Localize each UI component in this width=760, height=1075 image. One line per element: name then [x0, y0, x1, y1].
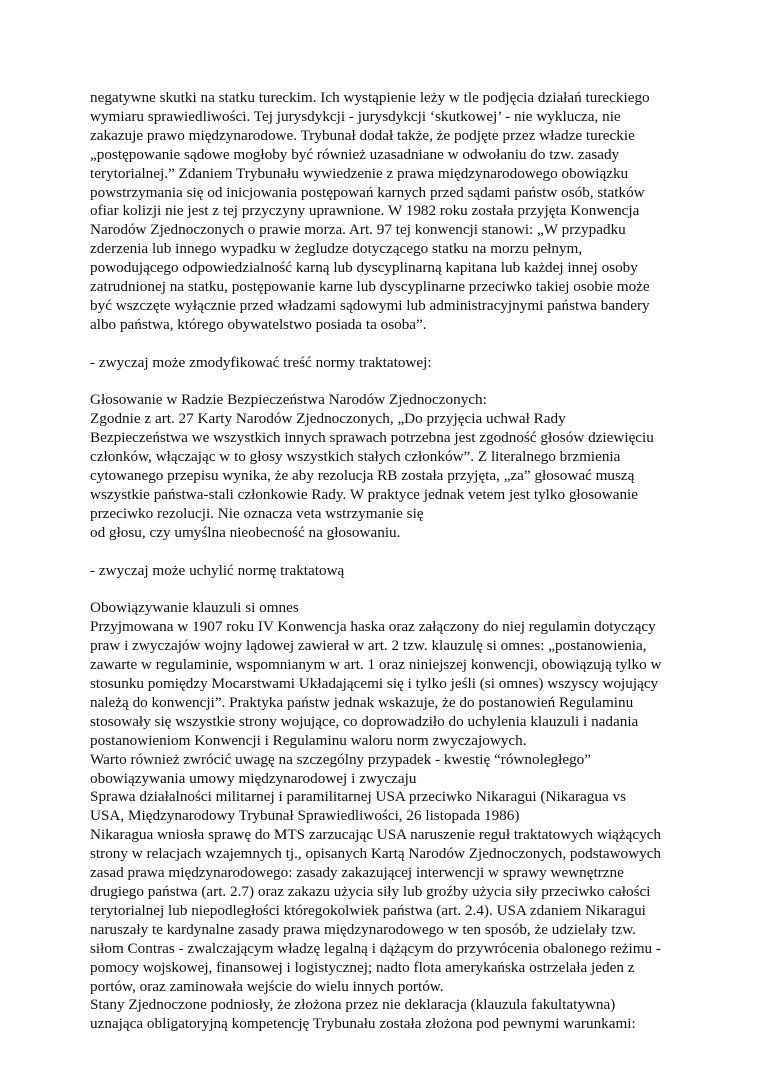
text-line: obowiązywania umowy międzynarodowej i zwyczaju [90, 769, 417, 787]
text-line: zakazuje prawo międzynarodowe. Trybunał dodał także, że podjęte przez władze tureckie [90, 126, 635, 144]
text-line: wszystkie państwa-stali członkowie Rady. W praktyce jednak vetem jest tylko głosowanie [90, 486, 639, 503]
text-line: pomocy wojskowej, finansowej i logistycznej; nadto flota amerykańska ostrzelała jeden z [90, 958, 635, 976]
heading-repeal-treaty [90, 562, 690, 581]
text-line: praw i zwyczajów wojny lądowej zawierał w art. 2 tzw. klauzulę si omnes: „postanowienia, [90, 637, 647, 655]
blank-line [90, 335, 690, 354]
text-line: drugiego państwa (art. 2.7) oraz zakazu użycia siły lub groźby użycia siły przeciwko całości [90, 883, 651, 900]
text-line: wymiaru sprawiedliwości. Tej jurysdykcji - jurysdykcji ‘skutkowej’ - nie wyklucza, nie [90, 107, 621, 125]
text-line: Głosowanie w Radzie Bezpieczeństwa Narodów Zjednoczonych: [90, 391, 487, 409]
text-line: członków, włączając w to głosy wszystkich stałych członków”. Z literalnego brzmienia [90, 448, 621, 466]
paragraph-security-council [90, 391, 690, 542]
text-line: być wszczęte wyłącznie przed władzami sądowymi lub administracyjnymi państwa bandery [90, 296, 650, 314]
text-line: należą do konwencji”. Praktyka państw jednak wskazuje, że do postanowień Regulaminu [90, 693, 634, 711]
text-line: Nikaragua wniosła sprawę do MTS zarzucając USA naruszenie reguł traktatowych wiążących [90, 826, 661, 844]
text-line: ofiar kolizji nie jest z tej przyczyny uprawnione. W 1982 roku została przyjęta Konwencja [90, 202, 640, 220]
text-line: „postępowanie sądowe mogłoby być również uzasadniane w odwołaniu do tzw. zasady [90, 145, 620, 163]
blank-line [90, 581, 690, 600]
text-line: Warto również zwrócić uwagę na szczególny przypadek - kwestię “równoległego” [90, 750, 592, 768]
text-line: stosunku pomiędzy Mocarstwami Układającemi się i tylko jeśli (si omnes) wszyscy wojujący [90, 675, 659, 693]
text-line: cytowanego przepisu wynika, że aby rezolucja RB została przyjęta, „za” głosować muszą [90, 467, 635, 485]
document-page [90, 89, 690, 1034]
text-line: strony w relacjach wzajemnych tj., opisanych Kartą Narodów Zjednoczonych, podstawowych [90, 845, 662, 863]
blank-line [90, 543, 690, 562]
text-line: zasad prawa międzynarodowego: zasady zakazującej interwencji w sprawy wewnętrzne [90, 864, 624, 882]
text-line: USA, Międzynarodowy Trybunał Sprawiedliwości, 26 listopada 1986) [90, 807, 520, 825]
text-line: Stany Zjednoczone podniosły, że złożona przez nie deklaracja (klauzula fakultatywna) [90, 996, 616, 1014]
text-line: przeciwko rezolucji. Nie oznacza veta wstrzymanie się [90, 504, 424, 522]
heading-modify-treaty [90, 354, 690, 373]
text-line: uznająca obligatoryjną kompetencję Trybunału została złożona pod pewnymi warunkami: [90, 1015, 636, 1033]
text-line: Sprawa działalności militarnej i paramilitarnej USA przeciwko Nikaragui (Nikaragua vs [90, 788, 627, 806]
text-line: postanowieniom Konwencji i Regulaminu waloru norm zwyczajowych. [90, 731, 527, 749]
text-line: portów, oraz zaminowała wejście do wielu innych portów. [90, 977, 444, 995]
text-line: Zgodnie z art. 27 Karty Narodów Zjednoczonych, „Do przyjęcia uchwał Rady [90, 410, 566, 428]
text-line: terytorialnej lub niepodległości któregokolwiek państwa (art. 2.4). USA zdaniem Nikaragui [90, 901, 646, 919]
text-line: albo państwa, którego obywatelstwo posiada ta osoba”. [90, 315, 427, 333]
text-line: Bezpieczeństwa we wszystkich innych sprawach potrzebna jest zgodność głosów dziewięciu [90, 429, 654, 447]
text-line: siłom Contras - zwalczającym władzę legalną i dążącym do przywrócenia obalonego reżimu - [90, 939, 661, 957]
text-line: powstrzymania się od inicjowania postępowań karnych przed sądami państw osób, statków [90, 183, 645, 201]
text-line: naruszały te kardynalne zasady prawa międzynarodowego w ten sposób, że udzielały tzw. [90, 920, 636, 938]
text-line: Narodów Zjednoczonych o prawie morza. Art. 97 tej konwencji stanowi: „W przypadku [90, 221, 626, 239]
text-line: od głosu, czy umyślna nieobecność na głosowaniu. [90, 523, 401, 541]
text-line: negatywne skutki na statku tureckim. Ich wystąpienie leży w tle podjęcia działań tureckiego [90, 89, 650, 106]
paragraph-si-omnes [90, 599, 690, 1034]
text-line: Przyjmowana w 1907 roku IV Konwencja haska oraz załączony do niej regulamin dotyczący [90, 618, 656, 636]
text-line: zderzenia lub innego wypadku w żegludze dotyczącego statku na morzu pełnym, [90, 240, 583, 258]
text-line: terytorialnej.” Zdaniem Trybunału wywiedzenie z prawa międzynarodowego obowiązku [90, 164, 629, 182]
text-line: - zwyczaj może zmodyfikować treść normy traktatowej: [90, 353, 432, 371]
text-line: zawarte w regulaminie, wspomnianym w art. 1 oraz niniejszej konwencji, obowiązują tylko w [90, 656, 662, 674]
text-line: powodującego odpowiedzialność karną lub dyscyplinarną kapitana lub każdej innej osoby [90, 259, 638, 277]
text-line: stosowały się wszystkie strony wojujące, co doprowadziło do uchylenia klauzuli i nadania [90, 712, 639, 730]
paragraph-jurisdiction [90, 89, 690, 335]
text-line: zatrudnionej na statku, postępowanie karne lub dyscyplinarne przeciwko takiej osobie może [90, 278, 650, 296]
text-line: Obowiązywanie klauzuli si omnes [90, 599, 299, 617]
text-line: - zwyczaj może uchylić normę traktatową [90, 561, 345, 579]
blank-line [90, 373, 690, 392]
